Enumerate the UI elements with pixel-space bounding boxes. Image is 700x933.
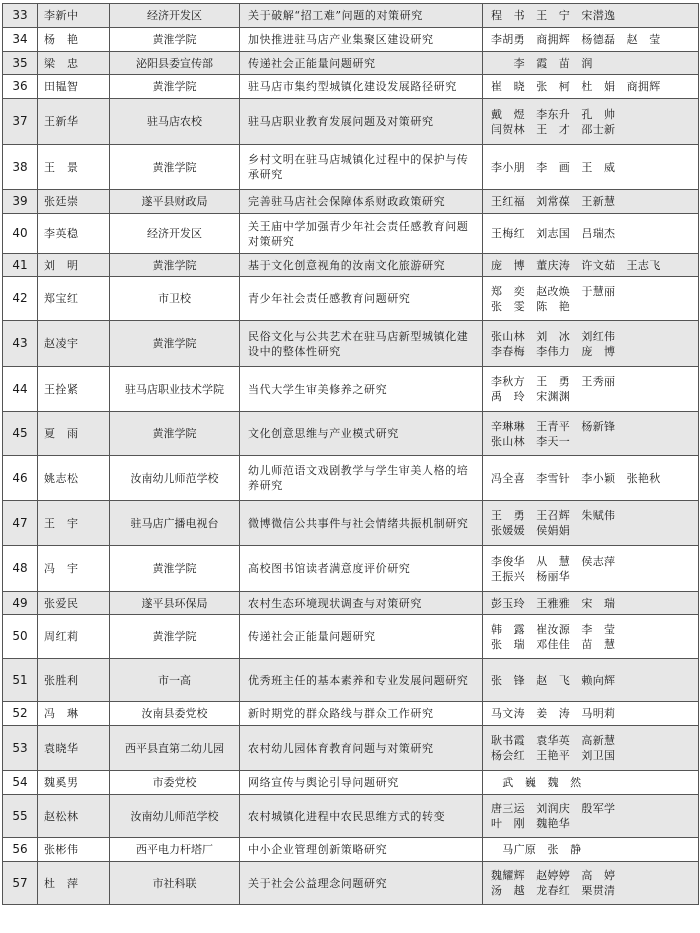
members-cell (483, 99, 699, 145)
row-number: 50 (3, 615, 38, 659)
leader-name: 王新华 (38, 99, 110, 145)
row-number: 55 (3, 795, 38, 838)
leader-name: 张爱民 (38, 592, 110, 615)
members-cell (483, 145, 699, 190)
leader-name: 张彬伟 (38, 838, 110, 862)
leader-name: 郑宝红 (38, 277, 110, 321)
row-number: 35 (3, 52, 38, 75)
organization: 黄淮学院 (110, 28, 240, 52)
row-number: 44 (3, 367, 38, 412)
members-cell (483, 795, 699, 838)
member-line: 禹 玲 宋渊渊 (491, 390, 571, 403)
leader-name: 李英稳 (38, 214, 110, 254)
project-title: 当代大学生审美修养之研究 (240, 367, 483, 412)
members-cell (483, 862, 699, 905)
table-row (3, 702, 699, 726)
member-line: 张山林 刘 冰 刘红伟 (491, 329, 616, 343)
row-number: 53 (3, 726, 38, 771)
table-row (3, 254, 699, 277)
member-line: 唐三运 刘润庆 殷军学 (491, 802, 616, 815)
row-number: 52 (3, 702, 38, 726)
row-number: 49 (3, 592, 38, 615)
organization: 市一高 (110, 659, 240, 702)
organization: 驻马店职业技术学院 (110, 367, 240, 412)
leader-name: 赵松林 (38, 795, 110, 838)
member-line: 韩 露 崔汝源 李 莹 (491, 622, 616, 636)
member-line: 辛琳琳 王青平 杨新锋 (491, 419, 616, 433)
project-title: 文化创意思维与产业模式研究 (240, 412, 483, 456)
leader-name: 张胜利 (38, 659, 110, 702)
member-line: 王振兴 杨丽华 (491, 569, 571, 583)
leader-name: 田韫智 (38, 75, 110, 99)
organization: 驻马店广播电视台 (110, 501, 240, 546)
row-number: 51 (3, 659, 38, 702)
row-number: 56 (3, 838, 38, 862)
project-title: 优秀班主任的基本素养和专业发展问题研究 (240, 659, 483, 702)
table-row (3, 546, 699, 592)
project-title: 农村城镇化进程中农民思维方式的转变 (240, 795, 483, 838)
organization: 经济开发区 (110, 214, 240, 254)
member-line: 王 勇 王召辉 朱赋伟 (491, 509, 616, 522)
member-line: 叶 刚 魏艳华 (491, 817, 571, 830)
member-line: 张山林 李天一 (491, 434, 571, 448)
member-line: 崔 晓 张 柯 杜 娟 商拥辉 (491, 80, 661, 93)
project-title: 完善驻马店社会保障体系财政政策研究 (240, 190, 483, 214)
member-line: 李秋方 王 勇 王秀丽 (491, 375, 616, 388)
table-row (3, 456, 699, 501)
organization: 黄淮学院 (110, 321, 240, 367)
members-cell (483, 52, 699, 75)
member-line: 李俊华 从 慧 侯志萍 (491, 554, 616, 568)
leader-name: 王 景 (38, 145, 110, 190)
project-title: 乡村文明在驻马店城镇化过程中的保护与传承研究 (240, 145, 483, 190)
project-title: 驻马店市集约型城镇化建设发展路径研究 (240, 75, 483, 99)
organization: 驻马店农校 (110, 99, 240, 145)
project-title: 幼儿师范语文戏剧教学与学生审美人格的培养研究 (240, 456, 483, 501)
organization: 市委党校 (110, 771, 240, 795)
organization: 黄淮学院 (110, 412, 240, 456)
row-number: 47 (3, 501, 38, 546)
project-title: 传递社会正能量问题研究 (240, 52, 483, 75)
table-row (3, 367, 699, 412)
member-line: 庞 博 董庆涛 许文茹 王志飞 (491, 258, 661, 272)
leader-name: 魏奚男 (38, 771, 110, 795)
table-row (3, 501, 699, 546)
member-line: 武 巍 魏 然 (491, 776, 582, 789)
member-line: 李小朋 李 画 王 威 (491, 160, 616, 174)
member-line: 彭玉玲 王雅雅 宋 瑞 (491, 596, 616, 610)
project-title: 传递社会正能量问题研究 (240, 615, 483, 659)
table-row (3, 726, 699, 771)
member-line: 张媛媛 侯娟娟 (491, 524, 571, 537)
project-table-body (3, 4, 699, 905)
leader-name: 夏 雨 (38, 412, 110, 456)
row-number: 43 (3, 321, 38, 367)
row-number: 33 (3, 4, 38, 28)
leader-name: 刘 明 (38, 254, 110, 277)
member-line: 马广原 张 静 (491, 843, 582, 856)
members-cell (483, 456, 699, 501)
leader-name: 冯 宇 (38, 546, 110, 592)
leader-name: 李新中 (38, 4, 110, 28)
organization: 经济开发区 (110, 4, 240, 28)
row-number: 37 (3, 99, 38, 145)
table-row (3, 190, 699, 214)
row-number: 57 (3, 862, 38, 905)
members-cell (483, 254, 699, 277)
project-title: 农村生态环境现状调查与对策研究 (240, 592, 483, 615)
project-title: 加快推进驻马店产业集聚区建设研究 (240, 28, 483, 52)
members-cell (483, 214, 699, 254)
organization: 黄淮学院 (110, 615, 240, 659)
table-row (3, 615, 699, 659)
row-number: 46 (3, 456, 38, 501)
member-line: 李 霞 苗 润 (491, 56, 593, 70)
table-row (3, 862, 699, 905)
members-cell (483, 4, 699, 28)
leader-name: 王拴紧 (38, 367, 110, 412)
organization: 黄淮学院 (110, 145, 240, 190)
project-title: 关于破解“招工难”问题的对策研究 (240, 4, 483, 28)
organization: 市社科联 (110, 862, 240, 905)
table-row (3, 412, 699, 456)
table-row (3, 838, 699, 862)
leader-name: 赵凌宇 (38, 321, 110, 367)
project-title: 关于社会公益理念问题研究 (240, 862, 483, 905)
members-cell (483, 190, 699, 214)
project-title: 关王庙中学加强青少年社会责任感教育问题对策研究 (240, 214, 483, 254)
row-number: 42 (3, 277, 38, 321)
members-cell (483, 412, 699, 456)
organization: 黄淮学院 (110, 254, 240, 277)
table-row (3, 592, 699, 615)
project-title: 新时期党的群众路线与群众工作研究 (240, 702, 483, 726)
row-number: 38 (3, 145, 38, 190)
member-line: 张 瑞 邓佳佳 苗 慧 (491, 637, 616, 651)
member-line: 郑 奕 赵改焕 于慧丽 (491, 284, 616, 298)
table-row (3, 795, 699, 838)
row-number: 54 (3, 771, 38, 795)
row-number: 45 (3, 412, 38, 456)
project-title: 高校图书馆读者满意度评价研究 (240, 546, 483, 592)
members-cell (483, 771, 699, 795)
members-cell (483, 546, 699, 592)
organization: 遂平县财政局 (110, 190, 240, 214)
organization: 遂平县环保局 (110, 592, 240, 615)
leader-name: 袁晓华 (38, 726, 110, 771)
organization: 西平电力杆塔厂 (110, 838, 240, 862)
member-line: 杨会红 王艳平 刘卫国 (491, 749, 616, 762)
project-title: 微博微信公共事件与社会情绪共振机制研究 (240, 501, 483, 546)
project-title: 驻马店职业教育发展问题及对策研究 (240, 99, 483, 145)
organization: 黄淮学院 (110, 546, 240, 592)
row-number: 34 (3, 28, 38, 52)
members-cell (483, 702, 699, 726)
table-row (3, 771, 699, 795)
project-table (2, 3, 699, 905)
leader-name: 杨 艳 (38, 28, 110, 52)
row-number: 41 (3, 254, 38, 277)
organization: 汝南幼儿师范学校 (110, 795, 240, 838)
project-title: 青少年社会责任感教育问题研究 (240, 277, 483, 321)
leader-name: 周红莉 (38, 615, 110, 659)
table-row (3, 52, 699, 75)
organization: 市卫校 (110, 277, 240, 321)
members-cell (483, 615, 699, 659)
organization: 汝南幼儿师范学校 (110, 456, 240, 501)
member-line: 李胡勇 商拥辉 杨德磊 赵 莹 (491, 33, 661, 46)
project-title: 基于文化创意视角的汝南文化旅游研究 (240, 254, 483, 277)
row-number: 36 (3, 75, 38, 99)
organization: 泌阳县委宣传部 (110, 52, 240, 75)
member-line: 戴 煜 李东升 孔 帅 (491, 107, 616, 121)
members-cell (483, 659, 699, 702)
table-row (3, 321, 699, 367)
table-row (3, 99, 699, 145)
members-cell (483, 367, 699, 412)
members-cell (483, 592, 699, 615)
row-number: 40 (3, 214, 38, 254)
members-cell (483, 726, 699, 771)
member-line: 王红福 刘常葆 王新慧 (491, 195, 616, 208)
leader-name: 姚志松 (38, 456, 110, 501)
project-title: 网络宣传与舆论引导问题研究 (240, 771, 483, 795)
member-line: 程 书 王 宁 宋潜逸 (491, 9, 616, 22)
members-cell (483, 277, 699, 321)
row-number: 39 (3, 190, 38, 214)
project-title: 民俗文化与公共艺术在驻马店新型城镇化建设中的整体性研究 (240, 321, 483, 367)
leader-name: 王 宇 (38, 501, 110, 546)
leader-name: 冯 琳 (38, 702, 110, 726)
members-cell (483, 321, 699, 367)
member-line: 耿书霞 袁华英 高新慧 (491, 734, 616, 747)
project-title: 农村幼儿园体育教育问题与对策研究 (240, 726, 483, 771)
row-number: 48 (3, 546, 38, 592)
member-line: 张 锋 赵 飞 赖向辉 (491, 673, 616, 687)
table-row (3, 75, 699, 99)
table-row (3, 4, 699, 28)
table-row (3, 659, 699, 702)
member-line: 张 雯 陈 艳 (491, 299, 571, 313)
member-line: 闫贺林 王 才 邵士新 (491, 122, 616, 136)
member-line: 李春梅 李伟力 庞 博 (491, 344, 616, 358)
table-row (3, 277, 699, 321)
leader-name: 杜 萍 (38, 862, 110, 905)
member-line: 冯全喜 李雪针 李小颖 张艳秋 (491, 471, 661, 485)
member-line: 魏耀辉 赵婷婷 高 婷 (491, 869, 616, 882)
member-line: 王梅红 刘志国 吕瑞杰 (491, 227, 616, 240)
table-row (3, 145, 699, 190)
member-line: 汤 越 龙春红 栗贯清 (491, 884, 616, 897)
organization: 西平县直第二幼儿园 (110, 726, 240, 771)
leader-name: 梁 忠 (38, 52, 110, 75)
table-row (3, 28, 699, 52)
members-cell (483, 501, 699, 546)
organization: 黄淮学院 (110, 75, 240, 99)
member-line: 马文涛 姜 涛 马明莉 (491, 707, 616, 720)
table-row (3, 214, 699, 254)
leader-name: 张廷崇 (38, 190, 110, 214)
project-title: 中小企业管理创新策略研究 (240, 838, 483, 862)
members-cell (483, 28, 699, 52)
members-cell (483, 75, 699, 99)
members-cell (483, 838, 699, 862)
organization: 汝南县委党校 (110, 702, 240, 726)
